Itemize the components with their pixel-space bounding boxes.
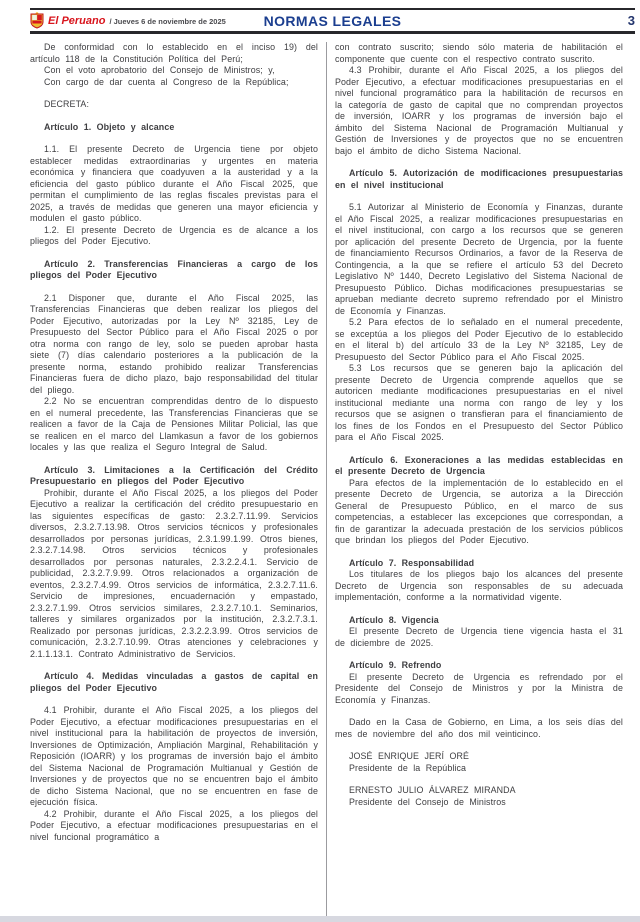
paragraph-2-1: 2.1 Disponer que, durante el Año Fiscal 2025, las Transferencias Financieras que deben realizar los pliegos del Poder Ejecutivo, autorizadas por la Ley Nº 32185, Ley de Presupuesto del Sector Público para el Año Fiscal 2025 o por otra norma con rango de ley, solo se pueden aprobar hasta siete (7) días calendario posteriores a la publicación de la presente norma, estando prohibido realizar Transferencias Financieras fuera de dicho plazo, bajo responsabilidad del titular del pliego.	[30, 292, 318, 395]
page-header	[30, 10, 635, 31]
section-title: NORMAS LEGALES	[263, 12, 402, 29]
preamble-line: Con el voto aprobatorio del Consejo de Ministros; y,	[44, 65, 275, 75]
paragraph-7-body: Los titulares de los pliegos bajo los alcances del presente Decreto de Urgencia son responsables de su adecuada implementación, conforme a la normatividad vigente.	[335, 569, 623, 602]
page-number: 3	[627, 13, 636, 28]
article-5-heading: Artículo 5. Autorización de modificaciones presupuestarias en el nivel institucional	[335, 168, 623, 190]
brand-name: El Peruano	[48, 14, 106, 27]
column-divider	[326, 42, 327, 916]
paragraph-9-body: El presente Decreto de Urgencia es refrendado por el Presidente del Consejo de Ministros y por la Ministra de Economía y Finanzas.	[335, 671, 623, 705]
signature-name-president: JOSÉ ENRIQUE JERÍ ORÉ	[349, 751, 469, 761]
article-3-heading: Artículo 3. Limitaciones a la Certificación del Crédito Presupuestario en pliegos del Poder Ejecutivo	[30, 464, 318, 486]
article-columns	[30, 42, 623, 916]
paragraph-6-body: Para efectos de la implementación de lo establecido en el presente Decreto de Urgencia, se autoriza a la Dirección General de Presupuesto Público, en el marco de sus competencias, a establecer las excepciones que correspondan, a fin de garantizar la adecuada prestación de los servicios públicos que brindan los pliegos del Poder Ejecutivo.	[335, 477, 623, 545]
article-8-heading: Artículo 8. Vigencia	[349, 614, 439, 625]
article-2-heading: Artículo 2. Transferencias Financieras a cargo de los pliegos del Poder Ejecutivo	[30, 258, 318, 280]
decreta-line: DECRETA:	[44, 99, 90, 109]
signature-role-pcm: Presidente del Consejo de Ministros	[349, 796, 506, 807]
right-column	[335, 42, 623, 916]
peru-coat-of-arms-icon	[30, 12, 44, 29]
paragraph-8-body: El presente Decreto de Urgencia tiene vigencia hasta el 31 de diciembre de 2025.	[335, 626, 623, 648]
article-6-heading: Artículo 6. Exoneraciones a las medidas establecidas en el presente Decreto de Urgencia	[335, 454, 623, 476]
masthead	[30, 12, 264, 29]
paragraph-4-2: 4.2 Prohibir, durante el Año Fiscal 2025, a los pliegos del Poder Ejecutivo, a efectuar modificaciones presupuestarias en el nivel funcional programático a	[30, 808, 318, 842]
article-9-heading: Artículo 9. Refrendo	[349, 660, 442, 670]
article-1-heading: Artículo 1. Objeto y alcance	[44, 121, 175, 132]
paragraph-1-1: 1.1. El presente Decreto de Urgencia tiene por objeto establecer medidas extraordinarias y urgentes en materia económica y financiera que coadyuven a la austeridad y a la eficiencia del gasto público durante el Año Fiscal 2025, que permitan el cumplimiento de las reglas fiscales previstas para el 2025, a través de medidas que generen una mayor eficiencia y modulen el gasto público.	[30, 144, 318, 223]
paragraph-3-body: Prohibir, durante el Año Fiscal 2025, a los pliegos del Poder Ejecutivo a realizar la certificación del crédito presupuestario en las siguientes específicas de gasto: 2.3.2.7.11.99. Servicios diversos, 2.3.2.7.13.98. Otros servicios técnicos y profesionales desarrollados por personas jurídicas, 2.3.1.99.1.99. Otros bienes, 2.3.2.7.14.98. Otros servicios técnicos y profesionales desarrollados por personas naturales, 2.3.2.2.4.1. Servicio de publicidad, 2.3.2.7.9.99. Otros relacionados a organización de eventos, 2.3.2.7.4.99. Otros servicios de informática, 2.3.2.7.11.6. Servicio de impresiones, encuadernación y empastado, 2.3.2.7.1.99. Otros servicios similares, 2.3.2.7.10.1. Seminarios, talleres y similares organizados por la institución, 2.3.2.7.3.1. Realizado por personas jurídicas, 2.3.2.2.3.99. Otros servicios de comunicación, 2.3.2.7.10.99. Otras atenciones y celebraciones y 2.1.1.13.1. Contrato Administrativo de Servicios.	[30, 487, 318, 659]
paragraph-4-3: 4.3 Prohibir, durante el Año Fiscal 2025, a los pliegos del Poder Ejecutivo, a efectuar modificaciones presupuestarias en el nivel funcional programático para la habilitación de recursos en la categoría de gasto de capital que no comprendan proyectos de inversión, IOARR y los programas de inversión bajo el ámbito del Sistema Nacional de Programación Multianual y Gestión de Inversiones y de proyectos que no se encuentren bajo el ámbito de dicho Sistema Nacional.	[335, 65, 623, 156]
article-7-heading: Artículo 7. Responsabilidad	[349, 557, 475, 568]
paragraph-5-3: 5.3 Los recursos que se generen bajo la aplicación del presente Decreto de Urgencia comprende aquellos que se autoricen mediante modificaciones presupuestarias en el nivel institucional mediante una norma con rango de ley y los recursos que se asignen o transfieran para el financiamiento de los fines de los Fondos en el Presupuesto del Sector Público para el Año Fiscal 2025.	[335, 363, 623, 442]
signature-role-president: Presidente de la República	[349, 762, 467, 773]
signature-name-pcm: ERNESTO JULIO ÁLVAREZ MIRANDA	[349, 785, 516, 795]
header-rule	[30, 31, 635, 34]
preamble-line: De conformidad con lo establecido en el inciso 19) del artículo 118 de la Constitución Política del Perú;	[30, 42, 318, 64]
preamble-line: Con cargo de dar cuenta al Congreso de la República;	[44, 76, 289, 87]
paragraph-1-2: 1.2. El presente Decreto de Urgencia es de alcance a los pliegos del Poder Ejecutivo.	[30, 224, 318, 246]
continuation-paragraph: con contrato suscrito; siendo sólo materia de habilitación el componente que cuente con el respectivo contrato suscrito.	[335, 42, 623, 64]
left-column	[30, 42, 318, 916]
paragraph-5-1: 5.1 Autorizar al Ministerio de Economía y Finanzas, durante el Año Fiscal 2025, a realizar modificaciones presupuestarias en el nivel institucional, con cargo a los recursos que se generen por aplicación del presente Decreto de Urgencia, por la fuente de financiamiento Recursos Ordinarios, a favor de la Reserva de Contingencia, a la que se refiere el artículo 53 del Decreto Legislativo Nº 1440, Decreto Legislativo del Sistema Nacional de Presupuesto Público. Dichas modificaciones presupuestarias se aprueban mediante decreto supremo refrendado por el Ministro de Economía y Finanzas.	[335, 202, 623, 316]
paragraph-4-1: 4.1 Prohibir, durante el Año Fiscal 2025, a los pliegos del Poder Ejecutivo, a efectuar modificaciones presupuestarias en el nivel institucional para la habilitación de proyectos de inversión, Inversiones de Optimización, Ampliación Marginal, Rehabilitación y Reposición (IOARR) y los programas de inversión bajo el ámbito del Sistema Nacional de Programación Multianual y Gestión de Inversiones y de proyectos que no se encuentren bajo el ámbito de dicho Sistema Nacional, que no se encuentren en fase de ejecución física.	[30, 705, 318, 807]
paragraph-5-2: 5.2 Para efectos de lo señalado en el numeral precedente, se exceptúa a los pliegos del Poder Ejecutivo de lo establecido en el literal b) del artículo 33 de la Ley Nº 32185, Ley de Presupuesto del Sector Público para el Año Fiscal 2025.	[335, 317, 623, 362]
paragraph-2-2: 2.2 No se encuentran comprendidas dentro de lo dispuesto en el numeral precedente, las Transferencias Financieras que se realicen a favor de la Caja de Pensiones Militar Policial, las que se realicen en el marco del Llamkasun a favor de los gobiernos locales y las que realiza el Seguro Integral de Salud.	[30, 396, 318, 452]
article-4-heading: Artículo 4. Medidas vinculadas a gastos de capital en pliegos del Poder Ejecutivo	[30, 671, 318, 693]
dado-paragraph: Dado en la Casa de Gobierno, en Lima, a los seis días del mes de noviembre del año dos mil veinticinco.	[335, 717, 623, 739]
issue-date: / Jueves 6 de noviembre de 2025	[109, 16, 226, 26]
page-bottom-edge	[0, 916, 640, 922]
